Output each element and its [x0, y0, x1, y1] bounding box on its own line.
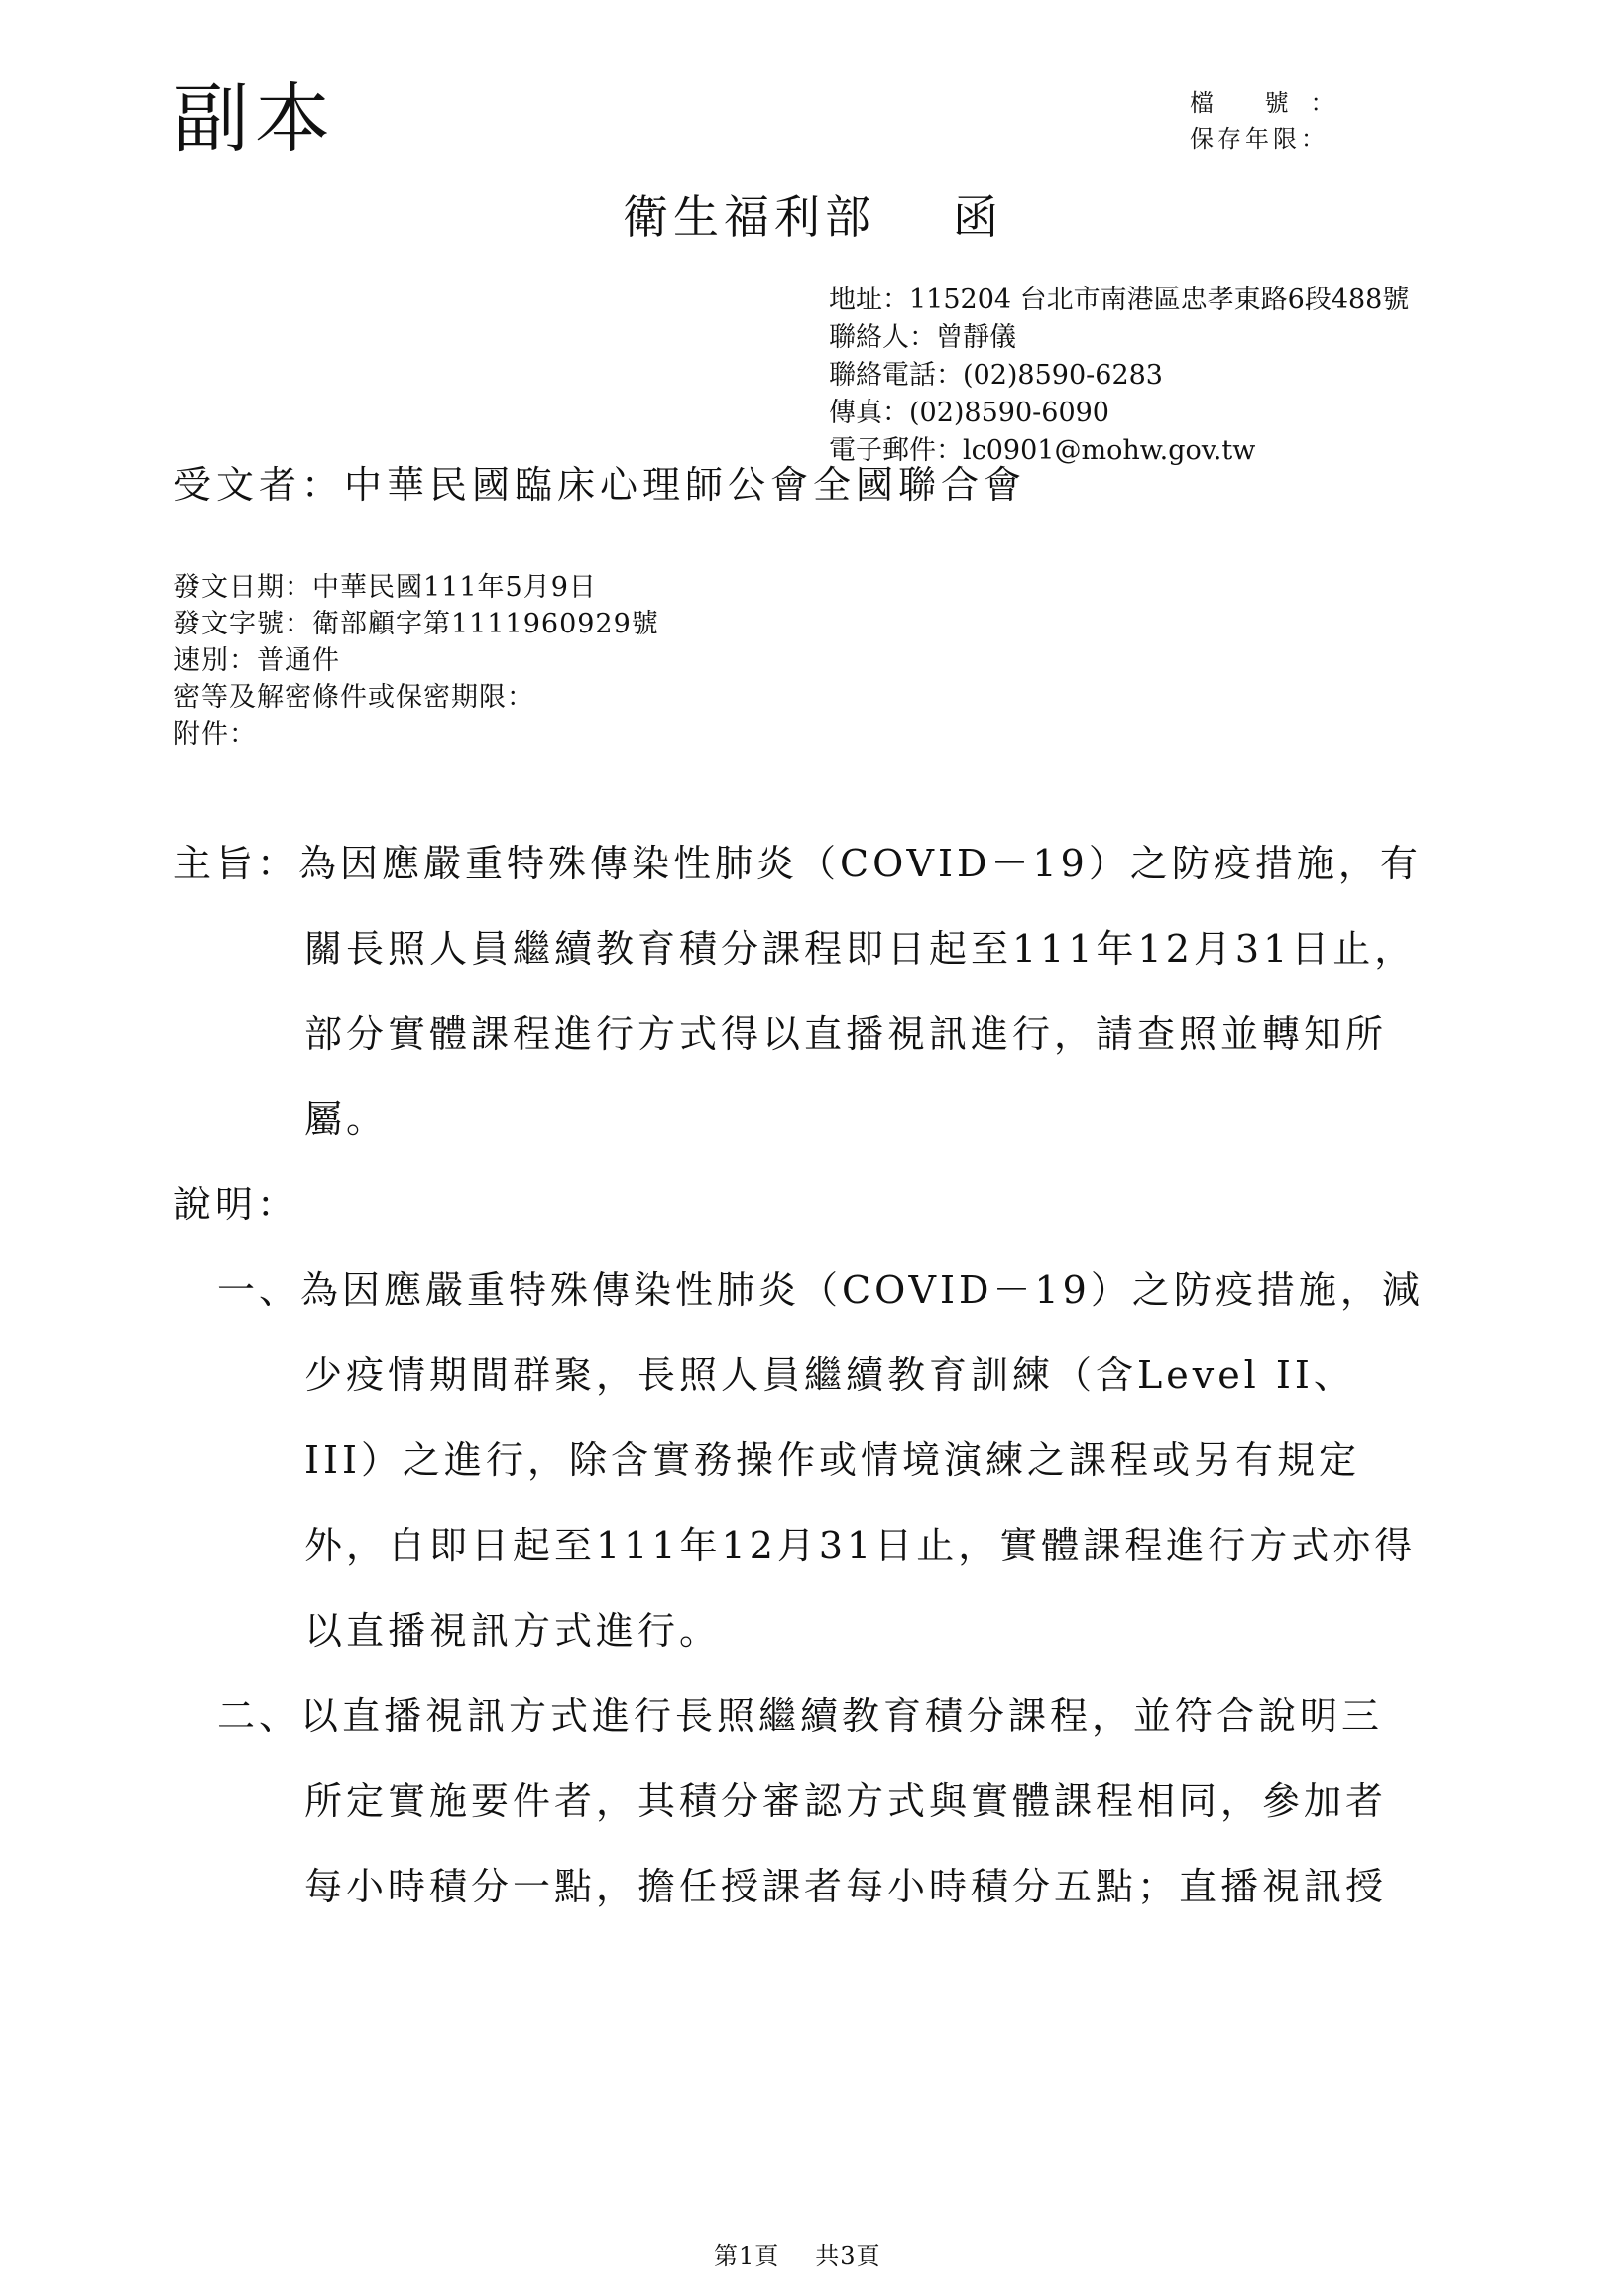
contact-phone: 聯絡電話：(02)8590-6283	[829, 360, 1163, 391]
item-2-line-1: 二、以直播視訊方式進行長照繼續教育積分課程，並符合說明三	[217, 1694, 1384, 1738]
contact-fax: 傳真：(02)8590-6090	[829, 398, 1109, 428]
item-1-line-4: 外，自即日起至111年12月31日止，實體課程進行方式亦得	[304, 1524, 1417, 1567]
contact-block	[829, 282, 1409, 470]
document-type: 函	[953, 190, 1003, 244]
page-total: 共3頁	[815, 2242, 881, 2270]
subject-line-1: 主旨：為因應嚴重特殊傳染性肺炎（COVID－19）之防疫措施，有	[174, 842, 1422, 885]
page-number: 第1頁	[714, 2242, 780, 2270]
page-footer	[714, 2244, 881, 2268]
contact-address: 地址：115204 台北市南港區忠孝東路6段488號	[829, 285, 1410, 315]
explanation-item-2	[174, 1673, 1387, 1929]
document-number: 發文字號：衛部顧字第1111960929號	[174, 609, 659, 639]
item-1-line-1: 一、為因應嚴重特殊傳染性肺炎（COVID－19）之防疫措施，減	[217, 1268, 1424, 1312]
item-1-line-3: III）之進行，除含實務操作或情境演練之課程或另有規定	[304, 1438, 1361, 1482]
issue-meta	[174, 569, 659, 752]
subject-line-2: 關長照人員繼續教育積分課程即日起至111年12月31日止，	[304, 927, 1417, 971]
explanation-heading	[174, 1162, 298, 1247]
file-meta	[1190, 85, 1356, 157]
delivery-speed: 速別：普通件	[174, 645, 340, 676]
document-title	[623, 190, 1003, 244]
item-1-line-2: 少疫情期間群聚，長照人員繼續教育訓練（含Level II、	[304, 1353, 1355, 1397]
attachment-label: 附件：	[174, 719, 257, 749]
subject-line-4: 屬。	[304, 1097, 389, 1141]
copy-mark: 副本	[174, 74, 336, 163]
issue-date: 發文日期：中華民國111年5月9日	[174, 572, 597, 603]
agency-name: 衛生福利部	[623, 190, 875, 244]
explanation-heading-text: 說明：	[174, 1183, 299, 1226]
secrecy-level: 密等及解密條件或保密期限：	[174, 682, 534, 713]
contact-person: 聯絡人：曾靜儀	[829, 322, 1016, 353]
item-2-line-2: 所定實施要件者，其積分審認方式與實體課程相同，參加者	[304, 1779, 1388, 1823]
file-number-label: 檔 號：	[1190, 89, 1356, 117]
explanation-item-1	[174, 1247, 1424, 1673]
subject-paragraph	[174, 821, 1422, 1162]
contact-email: 電子郵件：lc0901@mohw.gov.tw	[829, 435, 1256, 466]
recipient-line: 受文者：中華民國臨床心理師公會全國聯合會	[174, 463, 1027, 507]
item-2-line-3: 每小時積分一點，擔任授課者每小時積分五點；直播視訊授	[304, 1865, 1388, 1908]
retention-period-label: 保存年限：	[1190, 125, 1329, 153]
subject-line-3: 部分實體課程進行方式得以直播視訊進行，請查照並轉知所	[304, 1012, 1388, 1056]
item-1-line-5: 以直播視訊方式進行。	[304, 1609, 722, 1653]
